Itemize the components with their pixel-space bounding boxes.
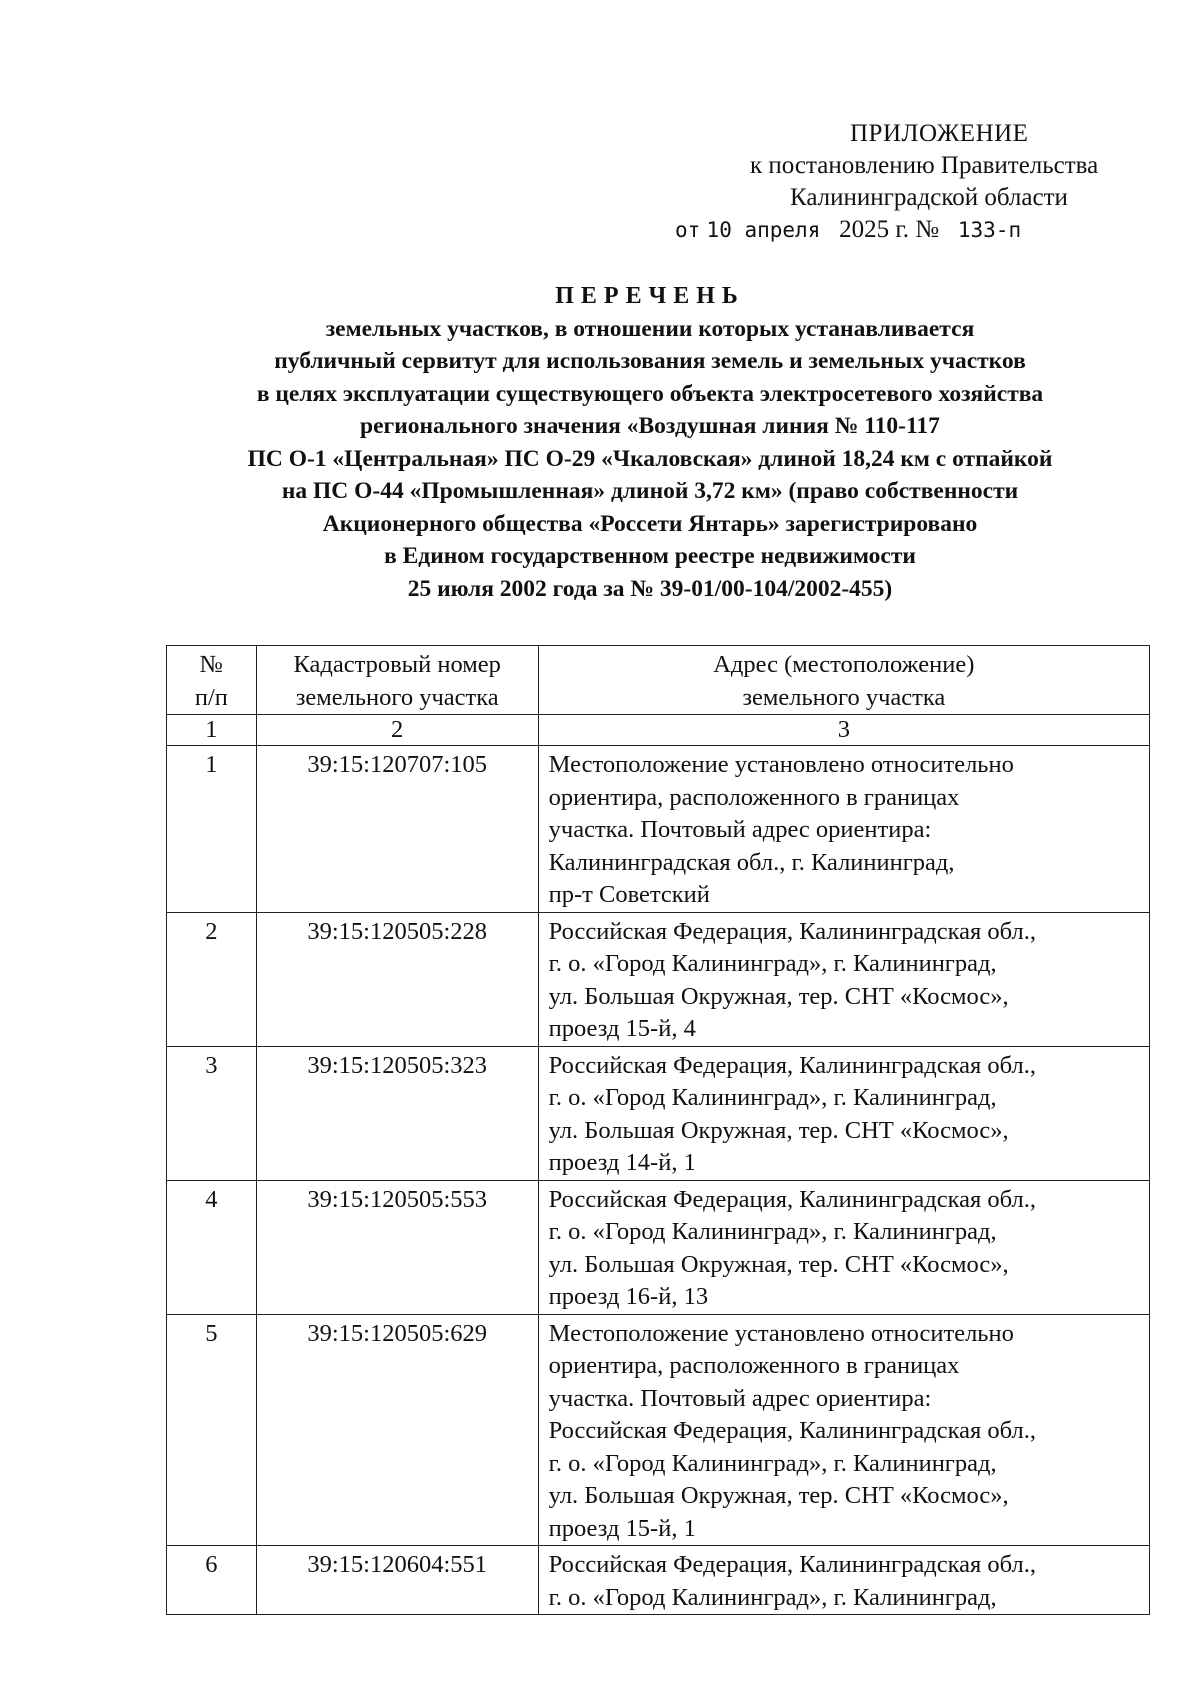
address-line: проезд 16-й, 13: [548, 1283, 709, 1310]
cadastral-number: 39:15:120505:553: [256, 1180, 538, 1314]
address-cell: [538, 1046, 1149, 1180]
address-line: участка. Почтовый адрес ориентира:: [548, 1384, 932, 1412]
address-cell: [538, 746, 1149, 913]
cadastral-number: 39:15:120505:629: [256, 1314, 538, 1546]
header-number: [167, 646, 257, 715]
address-line: Российская Федерация, Калининградская обл.,: [548, 917, 1036, 945]
row-number: 3: [167, 1046, 257, 1180]
address-line: ул. Большая Окружная, тер. СНТ «Космос»,: [548, 1250, 1009, 1278]
row-number: 6: [167, 1546, 257, 1615]
row-number: 4: [167, 1180, 257, 1314]
address-cell: [538, 1180, 1149, 1314]
cadastral-number: 39:15:120604:551: [256, 1546, 538, 1615]
address-line: ул. Большая Окружная, тер. СНТ «Космос»,: [548, 1116, 1009, 1144]
row-number: 1: [167, 746, 257, 913]
title-heading: ПЕРЕЧЕНЬ: [555, 283, 745, 309]
cadastral-number: 39:15:120707:105: [256, 746, 538, 913]
address-line: Российская Федерация, Калининградская обл.,: [548, 1185, 1036, 1213]
title-line: ПС О-1 «Центральная» ПС О-29 «Чкаловская» длиной 18,24 км с отпайкой: [247, 445, 1053, 472]
header-text: Кадастровый номер: [293, 651, 501, 678]
annex-line-region: Калининградской области: [790, 184, 1068, 211]
title-line: публичный сервитут для использования земель и земельных участков: [274, 348, 1026, 374]
annex-date-line: [675, 214, 1180, 246]
table-row: [167, 912, 1150, 1046]
address-line: Калининградская обл., г. Калининград,: [548, 848, 955, 876]
title-line: в целях эксплуатации существующего объекта электросетевого хозяйства: [256, 380, 1044, 407]
address-line: проезд 14-й, 1: [548, 1149, 696, 1176]
table-row: [167, 1046, 1150, 1180]
row-number: 2: [167, 912, 257, 1046]
header-cadastral: [256, 646, 538, 715]
date-stamp: 10 апреля: [706, 218, 821, 242]
header-address: [538, 646, 1149, 715]
header-text: земельного участка: [295, 683, 499, 711]
address-line: Российская Федерация, Калининградская обл.,: [548, 1551, 1036, 1578]
column-number: 2: [256, 715, 538, 746]
header-text: Адрес (местоположение): [713, 651, 975, 678]
cadastral-number: 39:15:120505:323: [256, 1046, 538, 1180]
annex-header: [660, 118, 1180, 246]
date-prefix: от: [675, 218, 701, 242]
land-plots-table: [166, 645, 1150, 1615]
annex-line-resolution: к постановлению Правительства: [750, 152, 1099, 179]
table-row: [167, 1180, 1150, 1314]
cadastral-number: 39:15:120505:228: [256, 912, 538, 1046]
title-line: Акционерного общества «Россети Янтарь» зарегистрировано: [322, 510, 978, 537]
address-line: г. о. «Город Калининград», г. Калининград,: [548, 1218, 997, 1245]
document-title: [150, 280, 1150, 605]
address-line: проезд 15-й, 4: [548, 1015, 696, 1042]
address-line: г. о. «Город Калининград», г. Калининград,: [548, 1084, 997, 1111]
address-line: ул. Большая Окружная, тер. СНТ «Космос»,: [548, 1482, 1009, 1509]
column-numbers-row: [167, 715, 1150, 746]
table-row: [167, 1546, 1150, 1615]
table-header-row: [167, 646, 1150, 715]
address-line: ориентира, расположенного в границах: [548, 783, 960, 811]
title-line: регионального значения «Воздушная линия № 110-117: [360, 413, 940, 439]
header-text: земельного участка: [742, 683, 946, 711]
header-text: п/п: [194, 683, 228, 711]
address-line: участка. Почтовый адрес ориентира:: [548, 816, 932, 843]
address-line: г. о. «Город Калининград», г. Калининград,: [548, 1583, 997, 1611]
table-row: [167, 746, 1150, 913]
column-number: 1: [167, 715, 257, 746]
address-line: г. о. «Город Калининград», г. Калининград,: [548, 950, 997, 977]
annex-title: ПРИЛОЖЕНИЕ: [850, 120, 1029, 147]
address-line: Местоположение установлено относительно: [548, 1319, 1014, 1347]
header-text: №: [199, 651, 224, 678]
table-row: [167, 1314, 1150, 1546]
year-label: 2025 г. №: [839, 216, 940, 243]
address-line: Российская Федерация, Калининградская обл.,: [548, 1417, 1036, 1444]
address-line: пр-т Советский: [548, 881, 710, 908]
address-line: Местоположение установлено относительно: [548, 751, 1014, 778]
title-line: в Едином государственном реестре недвижимости: [384, 543, 916, 569]
address-line: Российская Федерация, Калининградская обл.,: [548, 1051, 1036, 1079]
address-line: ул. Большая Окружная, тер. СНТ «Космос»,: [548, 982, 1009, 1010]
address-line: проезд 15-й, 1: [548, 1514, 696, 1542]
address-cell: [538, 912, 1149, 1046]
number-stamp: 133-п: [957, 218, 1022, 242]
address-cell: [538, 1314, 1149, 1546]
title-line: земельных участков, в отношении которых устанавливается: [325, 315, 975, 342]
title-line: на ПС О-44 «Промышленная» длиной 3,72 км» (право собственности: [281, 478, 1019, 504]
row-number: 5: [167, 1314, 257, 1546]
address-line: ориентира, расположенного в границах: [548, 1352, 960, 1379]
address-line: г. о. «Город Калининград», г. Калининград,: [548, 1449, 997, 1477]
address-cell: [538, 1546, 1149, 1615]
title-line: 25 июля 2002 года за № 39-01/00-104/2002-455): [407, 575, 893, 602]
column-number: 3: [538, 715, 1149, 746]
